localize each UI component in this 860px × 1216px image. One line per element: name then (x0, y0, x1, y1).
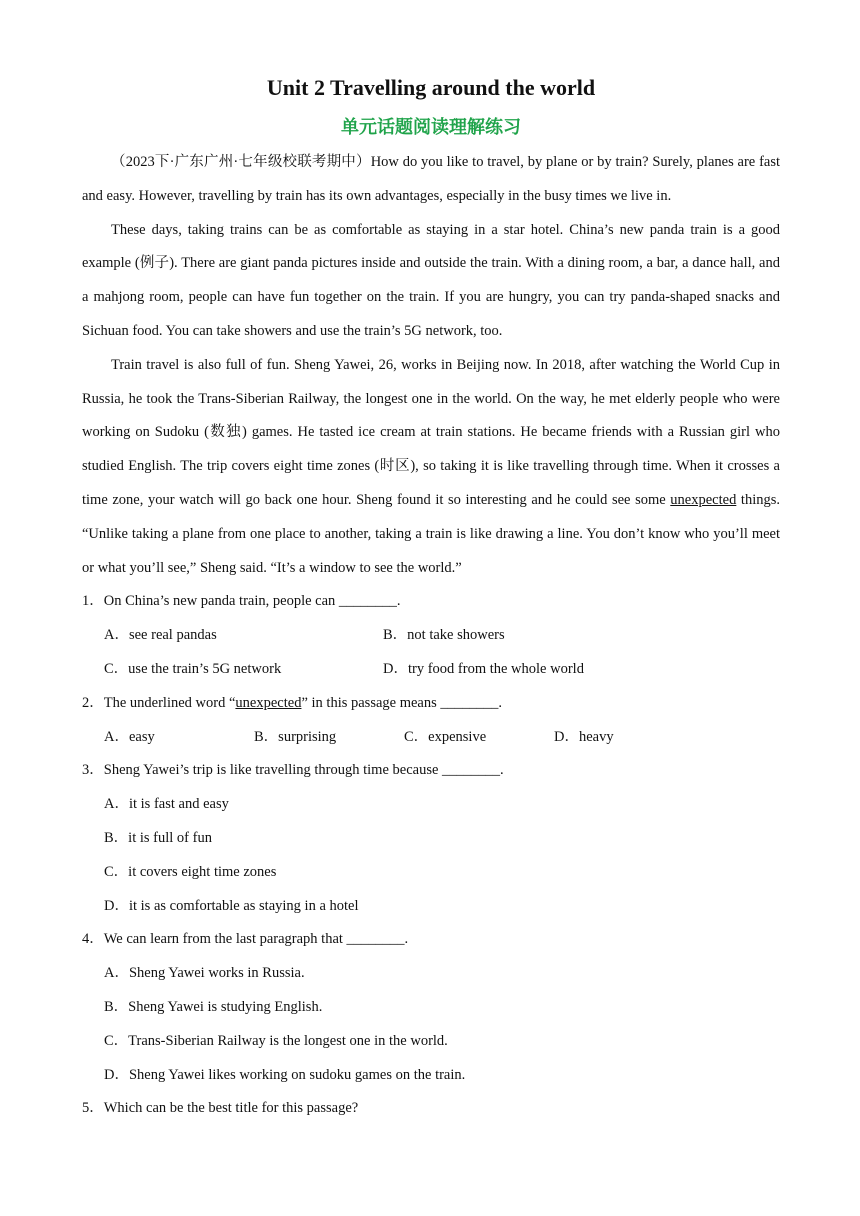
question-1-options-row-1 (82, 619, 780, 653)
paragraph-3-text-start: Train travel is also full of fun. Sheng Yawei, 26, works in Beijing now. In 2018, after watching the World Cup in Russia, he took the Trans-Siberian Railway, the longest one in the world. On the way, he met elderly people who were working on Sudoku (数独) games. He tasted ice cream at train stations. He became friends with a Russian girl who studied English. The trip covers eight time zones (时区), so taking it is like travelling through time. When it crosses a time zone, your watch will go back one hour. Sheng found it so interesting and he could see some (82, 356, 780, 508)
option-d[interactable]: D．heavy (554, 728, 614, 745)
worksheet (82, 72, 780, 1126)
option-a[interactable]: A．Sheng Yawei works in Russia. (104, 965, 305, 982)
option-a[interactable]: A．easy (104, 728, 155, 745)
question-2 (82, 687, 780, 755)
option-b[interactable]: B．Sheng Yawei is studying English. (104, 998, 323, 1015)
page-subtitle: 单元话题阅读理解练习 (341, 117, 521, 138)
passage-paragraph-1 (82, 146, 780, 214)
question-2-underlined-word: unexpected (235, 694, 302, 711)
question-5-stem: 5．Which can be the best title for this passage? (82, 1100, 359, 1117)
paragraph-3-text-end: things. “Unlike taking a plane from one place to another, taking a train is like drawing a line. You don’t know who you’ll meet or what you’ll see,” Sheng said. “It’s a window to see the world.” (82, 491, 781, 576)
page-title: Unit 2 Travelling around the world (266, 75, 596, 100)
question-4 (82, 923, 780, 1092)
question-3 (82, 754, 780, 923)
option-c[interactable]: C．it covers eight time zones (104, 863, 277, 880)
question-3-stem: 3．Sheng Yawei’s trip is like travelling through time because ________. (82, 762, 504, 779)
option-d[interactable]: D．Sheng Yawei likes working on sudoku games on the train. (104, 1066, 466, 1083)
option-c[interactable]: C．expensive (404, 728, 487, 745)
option-c[interactable]: C．Trans-Siberian Railway is the longest one in the world. (104, 1032, 448, 1049)
question-2-stem (82, 687, 780, 721)
question-2-stem-end: ” in this passage means ________. (301, 694, 503, 711)
paragraph-1-text: How do you like to travel, by plane or by train? Surely, planes are fast and easy. However, travelling by train has its own advantages, especially in the busy times we live in. (82, 154, 781, 204)
passage-paragraph-3 (82, 349, 780, 586)
option-a[interactable]: A．it is fast and easy (104, 796, 229, 813)
option-b[interactable]: B．surprising (254, 728, 337, 745)
option-c[interactable]: C．use the train’s 5G network (104, 660, 282, 677)
option-b[interactable]: B．it is full of fun (104, 829, 212, 846)
source-note: （2023下·广东广州·七年级校联考期中） (111, 154, 371, 170)
option-d[interactable]: D．it is as comfortable as staying in a hotel (104, 897, 359, 914)
underlined-word: unexpected (670, 491, 737, 508)
question-1 (82, 585, 780, 686)
option-d[interactable]: D．try food from the whole world (383, 660, 584, 677)
passage-paragraph-2: These days, taking trains can be as comfortable as staying in a star hotel. China’s new panda train is a good example (例子). There are giant panda pictures inside and outside the train. With a dining room, a bar, a dance hall, and a mahjong room, people can have fun together on the train. If you are hungry, you can try panda-shaped snacks and Sichuan food. You can take showers and use the train’s 5G network, too. (82, 221, 780, 339)
option-a[interactable]: A．see real pandas (104, 627, 217, 644)
question-2-stem-start: 2．The underlined word “ (82, 694, 236, 711)
question-1-stem: 1．On China’s new panda train, people can ________. (82, 593, 401, 610)
option-b[interactable]: B．not take showers (383, 627, 505, 644)
question-4-stem: 4．We can learn from the last paragraph that ________. (82, 931, 409, 948)
question-2-options (82, 721, 780, 755)
question-1-options-row-2 (82, 653, 780, 687)
question-5 (82, 1092, 780, 1126)
reading-passage (82, 146, 780, 585)
